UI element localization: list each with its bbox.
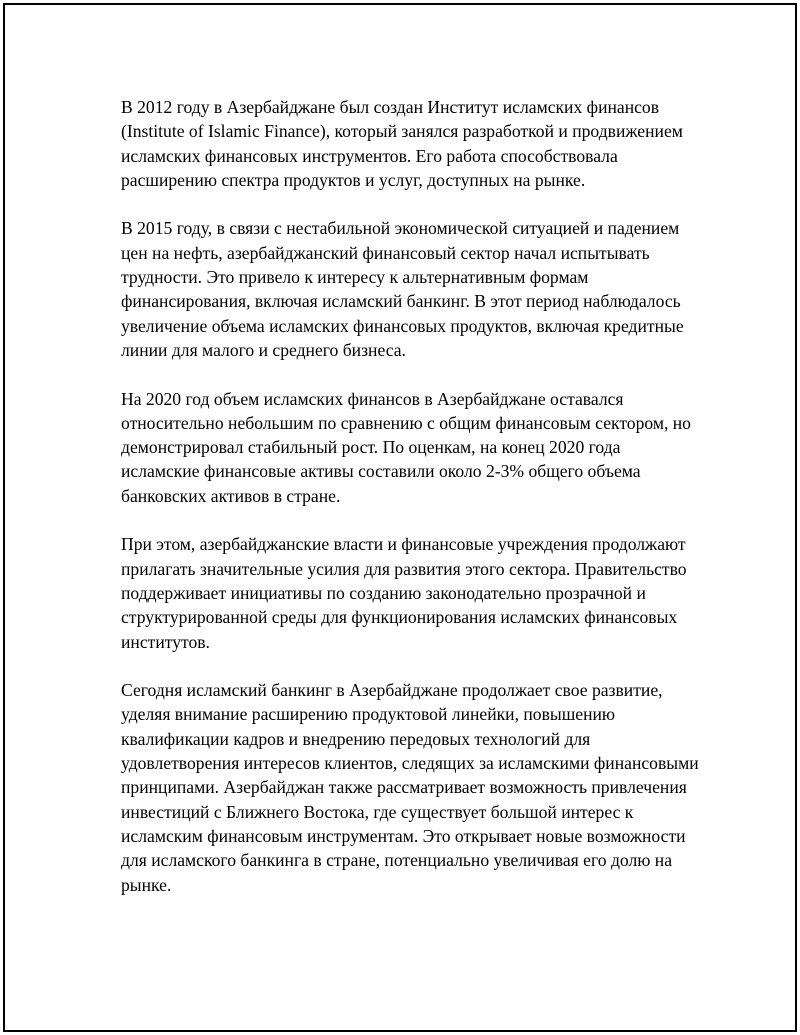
paragraph-3: На 2020 год объем исламских финансов в Азербайджане оставался относительно небольшим по сравнению с общим финансовым сектором, но демонстрировал стабильный рост. По оценкам, на конец 2020 года исламские финансовые активы составили около 2-3% общего объема банковских активов в стране. <box>121 388 691 506</box>
document-body <box>121 95 701 921</box>
paragraph-4: При этом, азербайджанские власти и финансовые учреждения продолжают прилагать значительные усилия для развития этого сектора. Правительство поддерживает инициативы по созданию законодательно прозрачной и структурированной среды для функционирования исламских финансовых институтов. <box>121 534 687 652</box>
paragraph-5: Сегодня исламский банкинг в Азербайджане продолжает свое развитие, уделяя внимание расширению продуктовой линейки, повышению квалификации кадров и внедрению передовых технологий для удовлетворения интересов клиентов, следящих за исламскими финансовыми принципами. Азербайджан также рассматривает возможность привлечения инвестиций с Ближнего Востока, где существует большой интерес к исламским финансовым инструментам. Это открывает новые возможности для исламского банкинга в стране, потенциально увеличивая его долю на рынке. <box>121 680 699 895</box>
paragraph-1: В 2012 году в Азербайджане был создан Институт исламских финансов (Institute of Islamic Finance), который занялся разработкой и продвижением исламских финансовых инструментов. Его работа способствовала расширению спектра продуктов и услуг, доступных на рынке. <box>121 97 683 190</box>
document-page <box>3 3 797 1032</box>
paragraph-2: В 2015 году, в связи с нестабильной экономической ситуацией и падением цен на нефть, азербайджанский финансовый сектор начал испытывать трудности. Это привело к интересу к альтернативным формам финансирования, включая исламский банкинг. В этот период наблюдалось увеличение объема исламских финансовых продуктов, включая кредитные линии для малого и среднего бизнеса. <box>121 218 684 360</box>
